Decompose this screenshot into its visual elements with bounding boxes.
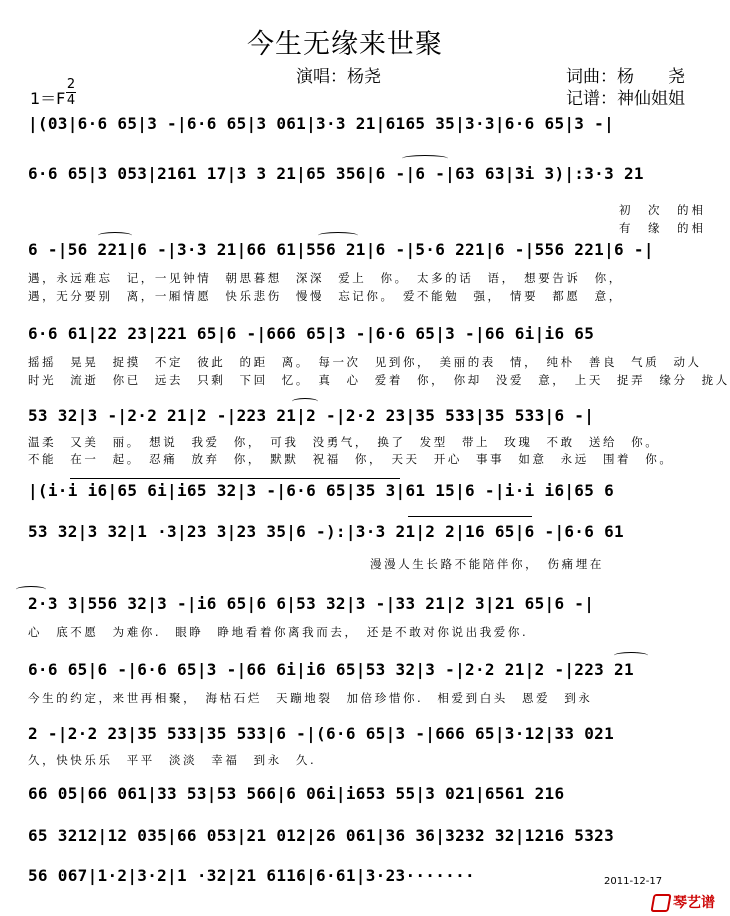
slur-mark bbox=[98, 232, 132, 239]
slur-mark bbox=[402, 155, 448, 162]
slur-mark bbox=[318, 232, 358, 239]
slur-mark bbox=[292, 398, 318, 405]
notation-row-1: |(03|6·6 65|3 -|6·6 65|3 061|3·3 21|6165 35|3·3|6·6 65|3 -| bbox=[28, 114, 615, 133]
lyricist-credit: 词曲：杨 尧 bbox=[566, 67, 685, 87]
lyrics-line: 漫漫人生长路不能陪伴你， 伤痛埋在 bbox=[370, 557, 604, 571]
slur-mark bbox=[614, 652, 648, 659]
notation-row-12: 65 3212|12 035|66 053|21 012|26 061|36 36|3232 32|1216 5323 bbox=[28, 826, 615, 845]
logo-icon bbox=[650, 894, 671, 912]
notation-row-5: 53 32|3 -|2·2 21|2 -|223 21|2 -|2·2 23|35 533|35 533|6 -| bbox=[28, 406, 595, 425]
notation-row-6: |(i·i i6|65 6i|i65 32|3 -|6·6 65|35 3|61 15|6 -|i·i i6|65 6 bbox=[28, 481, 615, 500]
lyrics-line: 心 底不愿 为难你. 眼睁 睁地看着你离我而去， 还是不敢对你说出我爱你. bbox=[28, 625, 529, 639]
notation-row-8: 2·3 3|556 32|3 -|i6 65|6 6|53 32|3 -|33 21|2 3|21 65|6 -| bbox=[28, 594, 595, 613]
lyrics-line: 时光 流逝 你已 远去 只剩 下回 忆。 真 心 爱着 你， 你却 没爱 意， 上天 捉弄 缘分 拢人 bbox=[28, 373, 730, 387]
time-sig-bottom: 4 bbox=[66, 93, 76, 108]
lyrics-line: 初 次 的相 bbox=[619, 203, 706, 217]
singer-credit: 演唱：杨尧 bbox=[296, 67, 381, 87]
lyrics-line: 遇，永远难忘 记，一见钟情 朝思暮想 深深 爱上 你。 太多的话 语， 想要告诉 你， bbox=[28, 271, 623, 285]
lyrics-line: 今生的约定，来世再相聚， 海枯石烂 天蹦地裂 加倍珍惜你. 相爱到白头 恩爱 到永 bbox=[28, 691, 593, 705]
notation-row-10: 2 -|2·2 23|35 533|35 533|6 -|(6·6 65|3 -|666 65|3·12|33 021 bbox=[28, 724, 615, 743]
notation-row-3: 6 -|56 221|6 -|3·3 21|66 61|556 21|6 -|5·6 221|6 -|556 221|6 -| bbox=[28, 240, 654, 259]
notation-row-7: 53 32|3 32|1 ·3|23 3|23 35|6 -):|3·3 21|2 2|16 65|6 -|6·6 61 bbox=[28, 522, 624, 541]
lyrics-line: 久，快快乐乐 平平 淡淡 幸福 到永 久. bbox=[28, 753, 317, 767]
song-title: 今生无缘来世聚 bbox=[247, 29, 443, 60]
time-sig-top: 2 bbox=[66, 77, 76, 92]
site-logo bbox=[652, 892, 715, 912]
notation-row-9: 6·6 65|6 -|6·6 65|3 -|66 6i|i6 65|53 32|3 -|2·2 21|2 -|223 21 bbox=[28, 660, 634, 679]
volta-bracket-2 bbox=[408, 516, 532, 517]
notation-row-13: 56 067|1·2|3·2|1 ·32|21 6116|6·61|3·23······· bbox=[28, 866, 475, 885]
notation-row-4: 6·6 61|22 23|221 65|6 -|666 65|3 -|6·6 65|3 -|66 6i|i6 65 bbox=[28, 324, 595, 343]
time-signature bbox=[66, 78, 76, 107]
transcriber-credit: 记谱：神仙姐姐 bbox=[566, 89, 685, 109]
logo-text: 琴艺谱 bbox=[673, 895, 715, 911]
notation-row-11: 66 05|66 061|33 53|53 566|6 06i|i653 55|3 021|6561 216 bbox=[28, 784, 565, 803]
lyrics-line: 遇，无分要别 离，一厢情愿 快乐悲伤 慢慢 忘记你。 爱不能勉 强， 情要 都愿 意， bbox=[28, 289, 623, 303]
notation-row-2: 6·6 65|3 053|2161 17|3 3 21|65 356|6 -|6 -|63 63|3i 3)|:3·3 21 bbox=[28, 164, 644, 183]
lyrics-line: 摇摇 晃晃 捉摸 不定 彼此 的距 离。 每一次 见到你， 美丽的表 情， 纯朴 善良 气质 动人 bbox=[28, 355, 702, 369]
transcription-date: 2011-12-17 bbox=[604, 876, 663, 887]
volta-bracket-1 bbox=[70, 478, 400, 479]
key-signature: 1＝F bbox=[30, 89, 66, 108]
lyrics-line: 不能 在一 起。 忍痛 放弃 你， 默默 祝福 你， 天天 开心 事事 如意 永远 围着 你。 bbox=[28, 452, 674, 466]
lyrics-line: 温柔 又美 丽。 想说 我爱 你， 可我 没勇气， 换了 发型 带上 玫瑰 不敢 送给 你。 bbox=[28, 435, 660, 449]
slur-mark bbox=[16, 586, 46, 593]
lyrics-line: 有 缘 的相 bbox=[619, 221, 706, 235]
